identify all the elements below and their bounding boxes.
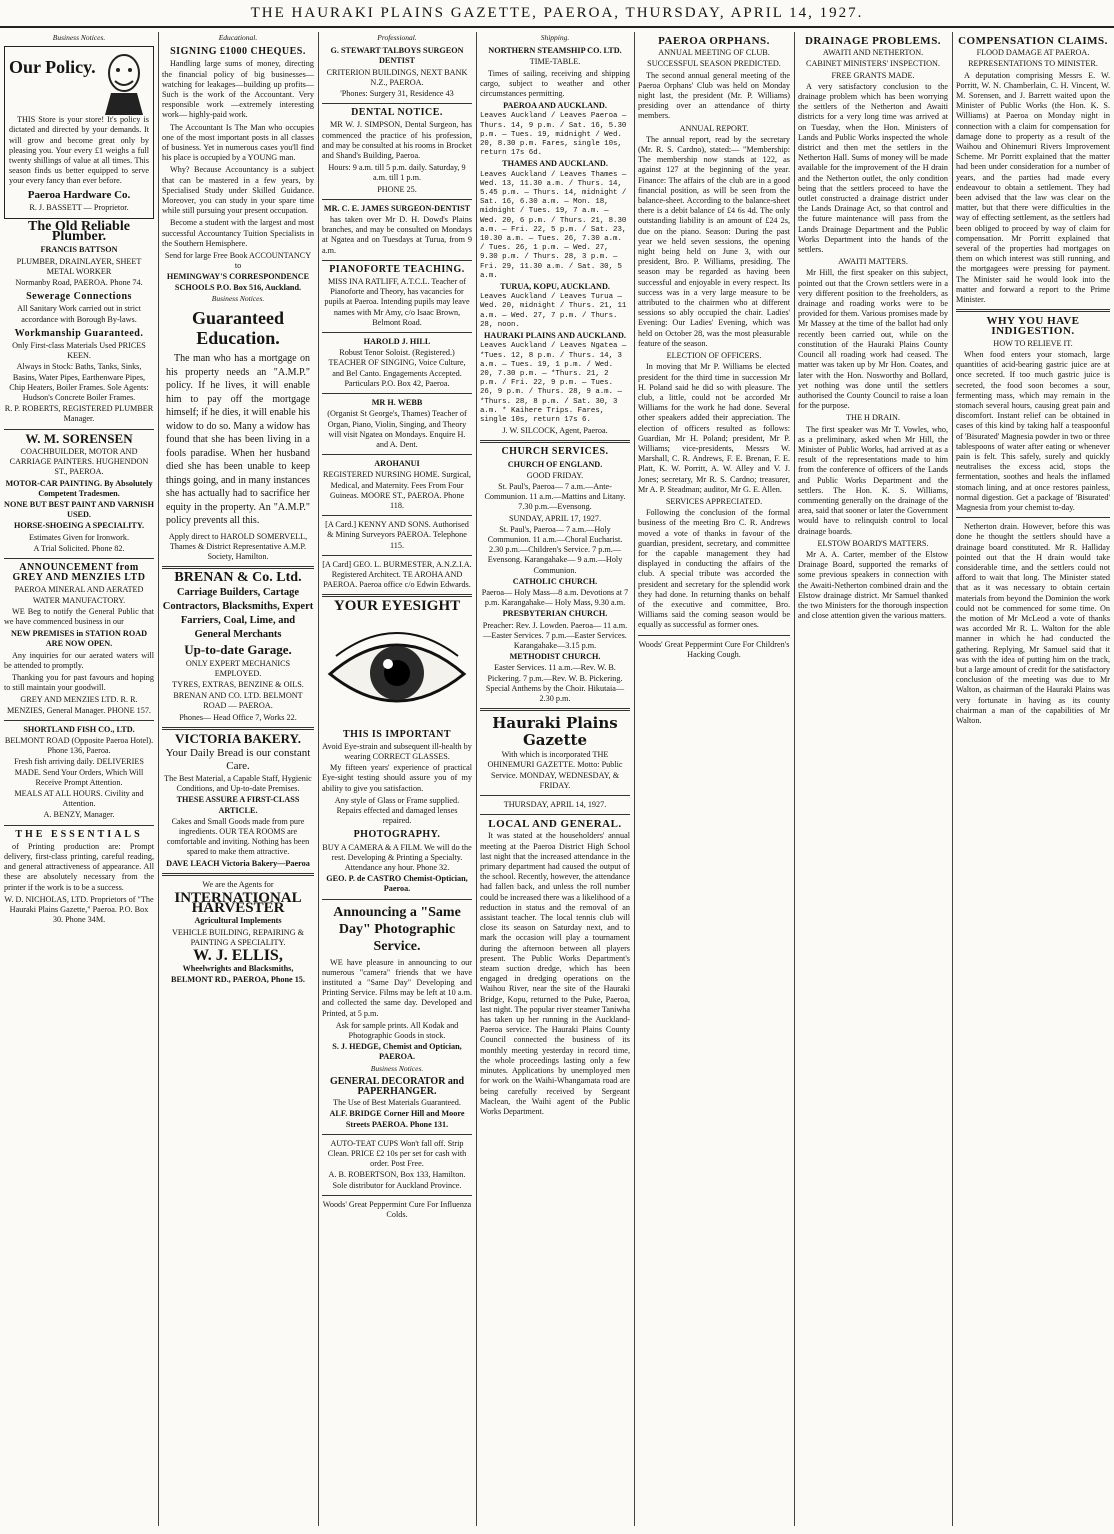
column-rule (952, 32, 953, 1526)
sewerage-heading: Sewerage Connections (26, 291, 132, 303)
election-heading: ELECTION OF OFFICERS. (666, 351, 762, 361)
hill-text: Robust Tenor Soloist. (Registered.) TEACHER OF SINGING, Voice Culture, and Bel Canto. Engagements Accepted. Particulars P.O. Box 42, Paeroa. (328, 348, 466, 388)
trial-text: A Trial Solicited. Phone 82. (33, 543, 125, 553)
dental-heading: DENTAL NOTICE. (351, 107, 443, 119)
hardware-name: Paeroa Hardware Co. (27, 188, 131, 201)
tyres-text: TYRES, EXTRAS, BENZINE & OILS. (172, 680, 304, 689)
best-material-text: The Best Material, a Capable Staff, Hygienic Conditions, and Up-to-date Premises. (164, 774, 312, 794)
ellis-heading: W. J. ELLIS, (193, 947, 283, 965)
policy-ad (4, 46, 154, 219)
decorator-heading: GENERAL DECORATOR and PAPERHANGER. (329, 1075, 465, 1098)
plumber-name: FRANCIS BATTSON (40, 245, 118, 255)
annual-report-heading: ANNUAL REPORT. (679, 123, 749, 133)
column-rule (318, 32, 319, 1526)
announcement-heading: ANNOUNCEMENT from GREY AND MENZIES LTD (12, 561, 146, 584)
hemingway-schools: HEMINGWAY'S CORRESPONDENCE SCHOOLS P.O. Box 516, Auckland. (166, 272, 310, 292)
silcock-agent: J. W. SILCOCK, Agent, Paeroa. (502, 426, 608, 436)
awaiti-netherton: AWAITI AND NETHERTON. (822, 48, 924, 58)
section-label: Shipping. (540, 33, 570, 42)
catholic-text: Paeroa— Holy Mass—8 a.m. Devotions at 7 p.m. Karangahake— Holy Mass, 9.30 a.m. (481, 587, 629, 608)
workmanship-heading: Workmanship Guaranteed. (14, 327, 144, 339)
arohanui-heading: AROHANUI (374, 459, 420, 469)
st-pauls-sunday: St. Paul's, Paeroa— 7 a.m.—Holy Communion. 11 a.m.—Choral Eucharist. 2.30 p.m.—Children's Service. 7 p.m.—Evensong. Karangahake— 9 a.m.—Holy Communion. (487, 524, 623, 575)
kenny-card: [A Card.] KENNY AND SONS. Authorised & Mining Surveyors PAEROA. Telephone 115. (325, 520, 469, 550)
experience-text: My fifteen years' experience of practical Eye-sight testing should assure you of my ability to give you satisfaction. (322, 763, 472, 793)
election-text: In moving that Mr P. Williams be elected president for the third time in succession Mr H. Poland said he did so with pleasure. The club, a little, could not be accorded Mr Williams for the work he had done. Several other speakers added their appreciation. The election of officers resulted as follows: Guardian, Mr H. Poland; president, Mr P. Williams; vice-presidents, Messrs W. Marshall, C. R. Andrews, F. E. Brenan, F. E. Platt, K. W. Porritt, A. W. Alley and V. J. Jones; secretary, Mr R. S. Cardno; treasurer, Mr A. P. Steadman; auditor, Mr G. E. Allen. (638, 362, 790, 494)
cheques-text: Handling large sums of money, directing the financial policy of big businesses—watching for leakages—building up profits— Such is the work of the Accountant. Very responsible work —extremely interesting work— highly-paid work. (162, 59, 314, 120)
gazette-subtitle: With which is incorporated THE OHINEMURI GAZETTE. Motto: Public Service. MONDAY, WEDNESDAY, & FRIDAY. (487, 750, 623, 790)
presbyterian-heading: PRESBYTERIAN CHURCH. (502, 609, 608, 619)
hedge-signature: S. J. HEDGE, Chemist and Optician, PAEROA. (332, 1042, 462, 1062)
apply-text: Apply direct to HAROLD SOMERVELL, Thames & District Representative A.M.P. Society, Hamilton. (168, 531, 308, 561)
compensation-heading: COMPENSATION CLAIMS. (958, 35, 1108, 47)
hill-heading: HAROLD J. HILL (363, 337, 431, 347)
brenan-heading: BRENAN & Co. Ltd. (174, 570, 302, 586)
column-rule (476, 32, 477, 1526)
timetable-note: Times of sailing, receiving and shipping cargo, subject to weather and other circumstances permitting. (480, 68, 630, 99)
services-text: Following the conclusion of the formal business of the meeting Bro C. R. Andrews moved a vote of thanks in favour of the guardian, president, secretary, and committee for the capable management they had displayed in conducting the affairs of the club. A special tribute was accorded the president and secretary for the splendid work they had done. In returning thanks on behalf of the executive and committee, Bro. Williams said the coming season would be equally as successful as former ones. (638, 508, 790, 630)
burmester-card: [A Card] GEO. L. BURMESTER, A.N.Z.I.A. Registered Architect. TE AROHA AND PAEROA. Paeroa office c/o Edwin Edwards. (322, 559, 472, 590)
successful-season: SUCCESSFUL SEASON PREDICTED. (647, 59, 781, 69)
notify-text: WE Beg to notify the General Public that we have commenced business in our (4, 606, 154, 626)
guaranteed-heading: Guaranteed Education. (192, 308, 284, 349)
column-2 (162, 32, 314, 1526)
ellis-trade: Wheelwrights and Blacksmiths, (182, 964, 294, 974)
plumber-address: Normanby Road, PAEROA. Phone 74. (15, 278, 143, 288)
column-6 (798, 32, 948, 1526)
amp-text: The man who has a mortgage on his property needs an "A.M.P." policy. If he lives, it will enable him to pay off the mortgage himself; if he dies, it will enable his widow to do so. Many a widow has found that she has been living in a fools paradise. When her husband died she has been unable to keep things going, and in many instances she has actually had to sacrifice her equity in the property. An "A.M.P." policy prevents all this. (166, 353, 310, 527)
fish-deliveries: Fresh fish arriving daily. DELIVERIES MADE. Send Your Orders, Which Will Receive Prompt Attention. (14, 757, 144, 787)
same-day-heading: Announcing a "Same Day" Photographic Service. (333, 904, 461, 954)
timetable-heading: TIME-TABLE. (529, 57, 581, 67)
piano-heading: PIANOFORTE TEACHING. (329, 263, 465, 275)
netherton-continued-text: Netherton drain. However, before this was done he thought the settlers should have a drainage board constituted. Mr R. Halliday pointed out that the H drain would take considerable time, and the settlers could not afford to wait that long. The Minister stated that as it was necessary to obtain certain materials from beyond the Dominion the work could not be commenced for some time. On the motion of Mr McLeod a vote of thanks was accorded Mr R. L. Walton for the able manner in which he had conducted the gathering. Replying, Mr Samuel said that it was with the idea of putting him on the track, but a large amount of credit for the satisfactory conclusion of the meeting was due to Mr Walton, as chairman of the Hauraki Plains was very fortunate in having as its county chairman a man of the capabilities of Mr Walton. (956, 522, 1110, 725)
grey-menzies-signature: GREY AND MENZIES LTD. R. R. MENZIES, General Manager. PHONE 157. (7, 695, 151, 715)
hours-text: Hours: 9 a.m. till 5 p.m. daily. Saturday, 9 a.m. till 1 p.m. (328, 163, 466, 183)
gazette-title: Hauraki Plains Gazette (492, 714, 618, 750)
column-1 (4, 32, 154, 1526)
brenan-address: BRENAN AND CO. LTD. BELMONT ROAD — PAEROA. (173, 691, 303, 711)
important-heading: THIS IS IMPORTANT (343, 728, 451, 740)
leach-signature: DAVE LEACH Victoria Bakery—Paeroa (166, 858, 310, 868)
hardware-proprietor: R. J. BASSETT — Proprietor. (29, 202, 129, 212)
section-label: Business Notices. (370, 1063, 424, 1073)
nicholas-proprietors: W. D. NICHOLAS, LTD. Proprietors of "The Hauraki Plains Gazette," Paeroa. P.O. Box 30. Phone 34M. (4, 894, 154, 925)
representations: REPRESENTATIONS TO MINISTER. (968, 59, 1098, 69)
fish-address: BELMONT ROAD (Opposite Paeroa Hotel). Phone 136, Paeroa. (4, 735, 154, 756)
bridge-signature: ALF. BRIDGE Corner Hill and Moore Streets PAEROA. Phone 131. (329, 1109, 465, 1129)
h-drain-text: The first speaker was Mr T. Vowles, who, as a preliminary, asked when Mr Hill, the Minister of Public Works, had arrived at as a result of the representations made to him from the conference of officers of the Lands and Public Works Department and the settlers. The Hon. K. S. Williams, commenting generally on the drainage of the area, said that sooner or later the Government would have to relinquish control to local drainage boards. (798, 424, 948, 536)
accountant-text: The Accountant Is The Man who occupies one of the most important posts in all classes of business. Yet in numerous cases you'll find his place is occupied by a YOUNG man. (162, 122, 314, 163)
sorensen-heading: W. M. SORENSEN (25, 430, 133, 446)
james-text: has taken over Mr D. H. Dowd's Plains branches, and may be consulted on Mondays at Ngatea and on Tuesdays at Turua, from 9 a.m. (322, 215, 472, 255)
drainage-heading: DRAINAGE PROBLEMS. (804, 35, 942, 47)
prices-text: Only First-class Materials Used PRICES KEEN. (12, 341, 146, 361)
same-day-text: WE have pleasure in announcing to our numerous "camera" friends that we have instituted a "Same Day" Developing and Printing Service. Films may be left at 10 a.m. and collected the same day. Developed and Printed, at 5 p.m. (322, 957, 472, 1018)
castro-signature: GEO. P. de CASTRO Chemist-Optician, Paeroa. (326, 874, 468, 894)
woods-ad: Woods' Great Peppermint Cure For Children's Hacking Cough. (638, 639, 790, 659)
indigestion-text: When food enters your stomach, large quantities of acid-bearing gastric juice are at once secreted. If too much gastric juice is secreted, the food soon becomes a sour, fermenting mass, which may remain in the stomach several hours, causing great pain and discomfort. Instant relief can be obtained in cases of this kind by taking half a teaspoonful of 'Bisurated' Magnesia powder in two or three tablespoons of water after eating or whenever pain is felt. This safely, surely and quickly neutralises the excess acid, stops the fermentation, soothes and heals the inflamed stomach lining, and at once restores painless, normal digestion. Get a package of 'Bisurated' Magnesia from your chemist to-day. (956, 349, 1110, 512)
agents-text: We are the Agents for (202, 879, 274, 889)
become-text: Become a student with the largest and most successful Accountancy Tuition Specialists in the Southern Hemisphere. (162, 218, 314, 248)
hauraki-schedule: Leaves Auckland / Leaves Ngatea — *Tues. 12, 8 p.m. / Thurs. 14, 3 a.m. — Tues. 19, 1 p.m. / Wed. 20, 7.30 p.m. — *Thurs. 21, 2 p.m. / Fri. 22, 9 p.m. — Tues. 26, 9 p.m. / Thurs. 28, 9 a.m. — *Thurs. 28, 8 p.m. / Sat. 30, 3 a.m. * Kaihere Trips. Fares, single 10s, return 17s 6. (480, 342, 627, 424)
cabinet-inspection: CABINET MINISTERS' INSPECTION. (806, 59, 940, 69)
orphans-text: The second annual general meeting of the Paeroa Orphans' Club was held on Monday night last, the president (Mr. P. Williams) presiding over an attendance of thirty members. (638, 70, 790, 121)
column-rule (634, 32, 635, 1526)
column-4 (480, 32, 630, 1526)
presbyterian-text: Preacher: Rev. J. Lowden. Paeroa— 11 a.m.—Easter Services. 7 p.m.—Easter Services. Karangahake—3.15 p.m. (482, 620, 628, 650)
column-5 (638, 32, 790, 1526)
sewerage-text: All Sanitary Work carried out in strict accordance with Borough By-laws. (17, 304, 141, 324)
column-rule (794, 32, 795, 1526)
h-drain-heading: THE H DRAIN. (846, 413, 900, 423)
eye-illustration (322, 616, 472, 726)
methodist-heading: METHODIST CHURCH. (509, 652, 601, 662)
nursing-text: REGISTERED NURSING HOME. Surgical, Medical, and Maternity. Fees From Four Guineas. MOORE ST., PAEROA. Phone 118. (323, 470, 471, 510)
turua-heading: TURUA, KOPU, AUCKLAND. (500, 282, 610, 292)
good-friday: GOOD FRIDAY. (526, 470, 584, 480)
vehicle-text: VEHICLE BUILDING, REPAIRING & PAINTING A SPECIALITY. (171, 927, 305, 947)
new-premises: NEW PREMISES in STATION ROAD ARE NOW OPEN. (10, 629, 148, 649)
avoid-text: Avoid Eye-strain and subsequent ill-health by wearing CORRECT GLASSES. (322, 741, 472, 761)
woods-ad: Woods' Great Peppermint Cure For Influenza Colds. (322, 1199, 472, 1220)
robertson-text: A. B. ROBERTSON, Box 133, Hamilton. Sole distributor for Auckland Province. (328, 1170, 466, 1190)
paint-varnish: NONE BUT BEST PAINT AND VARNISH USED. (4, 499, 154, 520)
cheques-heading: SIGNING £1000 CHEQUES. (170, 46, 306, 58)
orphans-subheading: ANNUAL MEETING OF CLUB. (658, 48, 770, 58)
ellis-address: BELMONT RD., PAEROA, Phone 15. (171, 975, 305, 985)
orphans-heading: PAEROA ORPHANS. (658, 35, 770, 47)
materials-text: The Use of Best Materials Guaranteed. (333, 1098, 461, 1108)
eyesight-heading: YOUR EYESIGHT (333, 598, 461, 615)
section-label: Professional. (377, 33, 417, 42)
bakery-heading: VICTORIA BAKERY. (175, 730, 301, 746)
plumber-heading: The Old Reliable Plumber. (28, 219, 130, 245)
brenan-phones: Phones— Head Office 7, Works 22. (179, 712, 297, 722)
northern-heading: NORTHERN STEAMSHIP CO. LTD. (488, 46, 622, 56)
fish-company: SHORTLAND FISH CO., LTD. (23, 724, 135, 734)
paeroa-auckland-schedule: Leaves Auckland / Leaves Paeroa — Thurs. 14, 9 p.m. / Sat. 16, 5.30 p.m. — Tues. 19, midnight / Wed. 20, 8.30 p.m. Fares, single 10s, return 17s 6d. (480, 112, 627, 158)
drainage-text: A very satisfactory conclusion to the drainage problem which has been worrying the settlers of the Netherton and Awaiti districts for a very long time was arrived at on Tuesday, when the Hon. Ministers of Lands and Public Works inspected the whole district and then met the settlers in the Netherton Hall. Sums of money will be made available for the improvement of the H drain and the Netherton outlet, the only condition being that the settlers proceed to have the outlet constructed a drainage district under the Lands Drainage Act, so that control and the future maintenance will pass from the Lands Drainage Department and the Public Works Department into the hands of the settlers. (798, 81, 948, 255)
send-text: Send for large Free Book ACCOUNTANCY to (164, 251, 312, 271)
webb-heading: MR H. WEBB (371, 398, 423, 408)
st-pauls-friday: St. Paul's, Paeroa— 7 a.m.—Ante-Communion. 11 a.m.—Mattins and Litany. 7.30 p.m.—Evensong. (484, 481, 626, 512)
free-grants: FREE GRANTS MADE. (831, 70, 915, 80)
camera-text: BUY A CAMERA & A FILM. We will do the rest. Developing & Printing a Specialty. Attendance any hour. Phone 32. (322, 842, 472, 872)
estimates-text: Estimates Given for Ironwork. (28, 532, 130, 542)
bread-text: Your Daily Bread is our constant Care. (165, 747, 311, 773)
mineral-water: PAEROA MINERAL AND AERATED WATER MANUFACTORY. (14, 585, 144, 605)
auto-teat-ad: AUTO-TEAT CUPS Won't fall off. Strip Clean. PRICE £2 10s per set for cash with order. Post Free. (327, 1138, 467, 1169)
roberts-manager: R. P. ROBERTS, REGISTERED PLUMBER Manager. (4, 404, 154, 424)
column-3 (322, 32, 472, 1526)
cakes-text: Cakes and Small Goods made from pure ingredients. OUR TEA ROOMS are comfortable and inviting. Nothing has been spared to make them attractive. (166, 816, 310, 857)
sorensen-trade: COACHBUILDER, MOTOR AND CARRIAGE PAINTERS. HUGHENDON ST., PAEROA. (9, 446, 149, 477)
indigestion-heading: WHY YOU HAVE INDIGESTION. (986, 315, 1080, 338)
webb-text: (Organist St George's, Thames) Teacher of Organ, Piano, Violin, Singing, and Theory will visit Ngatea on Mondays. Enquire H. and A. Dent. (327, 409, 467, 449)
essentials-text: of Printing production are: Prompt delivery, first-class printing, careful reading, and general attractiveness of appearance. All these are absolutely necessary from the printer if the work is to be a success. (4, 841, 154, 892)
benzy-manager: A. BENZY, Manager. (43, 810, 115, 820)
kodak-text: Ask for sample prints. All Kodak and Photographic Goods in stock. (335, 1020, 459, 1041)
portrait-illustration (99, 51, 149, 115)
talboys-heading: G. STEWART TALBOYS SURGEON DENTIST (330, 46, 464, 66)
mechanics-text: ONLY EXPERT MECHANICS EMPLOYED. (185, 658, 291, 678)
motorcar-painting: MOTOR-CAR PAINTING. By Absolutely Competent Tradesmen. (5, 478, 153, 498)
section-label: Business Notices. (52, 33, 106, 42)
talboys-phones: 'Phones: Surgery 31, Residence 43 (340, 89, 454, 99)
local-general-text: It was stated at the householders' annual meeting at the Paeroa District High School last night that the increased attendance in the primary department had caused the output of the school. Recently, however, the attendance had fallen back, and unless the roll number could be increased there was a likelihood of a reduction in status and the removal of an assistant teacher. The local tennis club will close its season on Saturday next, and to mark the occasion will play a tournament during the afternoon between all players present. The Public Works Department's steam suction dredge, which has been engaged in dredging operations on the Waihou River, near the site of the Hauraki Bridge, Kopu, returned to the Puke, Paeroa, last night. The popular river steamer Taniwha has taken up her running in the Auckland-Paeroa service. The Hauraki Plains County Council connected the business of its monthly meeting yesterday in record time, the whole proceedings lasting only a few minutes. Applications by unemployed men for work on the Waihi-Whangamata road are being carefully received by Sergeant Maclean, the Waihi agent of the Public Works Department. (480, 831, 630, 1116)
harvester-heading: INTERNATIONAL HARVESTER (174, 890, 302, 917)
paeroa-auckland-heading: PAEROA AND AUCKLAND. (503, 101, 607, 111)
issue-date: THURSDAY, APRIL 14, 1927. (503, 800, 607, 810)
awaiti-matters-heading: AWAITI MATTERS. (838, 257, 908, 267)
thames-auckland-heading: THAMES AND AUCKLAND. (502, 159, 608, 169)
column-7 (956, 32, 1110, 1526)
turua-schedule: Leaves Auckland / Leaves Turua — Wed. 20, midnight / Thurs. 21, 11 a.m. — Wed. 27, 7 p.m. / Thurs. 28, noon. (480, 293, 627, 329)
policy-title: Our Policy. (9, 57, 96, 78)
glass-text: Any style of Glass or Frame supplied. Repairs effected and damaged lenses repaired. (334, 795, 460, 826)
sunday-date: SUNDAY, APRIL 17, 1927. (508, 513, 602, 523)
brenan-services: Carriage Builders, Cartage Contractors, Blacksmiths, Expert Farriers, Coal, Lime, and General Merchants (162, 587, 314, 641)
local-general-heading: LOCAL AND GENERAL. (488, 818, 622, 831)
enquiries-text: Any inquiries for our aerated waters will be attended to promptly. (4, 650, 154, 670)
section-label: Business Notices. (211, 293, 265, 303)
masthead: THE HAURAKI PLAINS GAZETTE, PAEROA, THURSDAY, APRIL 14, 1927. (0, 0, 1114, 28)
elstow-heading: ELSTOW BOARD'S MATTERS. (817, 538, 929, 548)
services-heading: SERVICES APPRECIATED. (665, 496, 763, 506)
simpson-text: MR W. J. SIMPSON, Dental Surgeon, has commenced the practice of his profession, and may be consulted at his rooms in Brocket and Shand's Building, Paeroa. (322, 120, 472, 161)
implements-text: Agricultural Implements (194, 916, 282, 926)
horse-shoeing: HORSE-SHOEING A SPECIALITY. (13, 521, 145, 531)
thanking-text: Thanking you for past favours and hoping to still maintain your goodwill. (4, 672, 154, 693)
why-text: Why? Because Accountancy is a subject that can be mastered in a few years, by Specialised Study under Skilled Guidance. Moreover, you can study in your spare time while still pursuing your present occupation. (162, 165, 314, 216)
hauraki-heading: HAURAKI PLAINS AND AUCKLAND. (484, 331, 626, 341)
annual-report-text: The annual report, read by the secretary (Mr. R. S. Cardno), stated:— "Membership: The membership now stands at 122, as against 127 at the beginning of the year. Finance: The affairs of the club are in a good financial position, as will be seen from the balance-sheet. According to the balance-sheet there is a debit balance of £4 6s 4d. The only outstanding liability is an amount of £24 2s, due on the piano. Season: During the past year we held seven sessions, the opening night being held on June 3, with our president, Bro. P. Williams, presiding. The season may be regarded as having been successful and enjoyable in every respect. Its success was in a very large measure to be attributed to the chairmen who at different sessions so ably occupied the chair. Ladies' Evening: Our Ladies' Evening, which was held on October 28, was the most pleasurable feature of the season. (638, 134, 790, 348)
relieve-heading: HOW TO RELIEVE IT. (993, 338, 1073, 348)
phone-25: PHONE 25. (377, 184, 417, 194)
criterion-address: CRITERION BUILDINGS, NEXT BANK N.Z., PAEROA. (326, 67, 468, 87)
elstow-text: Mr A. A. Carter, member of the Elstow Drainage Board, supported the remarks of some previous speakers in connection with the Awaiti-Netherton combined drain and the Elstow drainage district. Mr Samuel thanked the two Ministers for the thorough inspection and close attention given the various matters. (798, 549, 948, 621)
stock-text: Always in Stock: Baths, Tanks, Sinks, Basins, Water Pipes, Earthenware Pipes, Chip Heaters, Boiler Frames. Sole Agents: Hudson's Concrete Boiler Frames. (9, 362, 149, 403)
catholic-heading: CATHOLIC CHURCH. (512, 576, 598, 586)
policy-text: THIS Store is your store! It's policy is dictated and directed by your demands. It will grow and become great only by pleasing you. Your every £1 weighs a full twenty shillings of value at all times. This season finds us better equipped to serve your every fancy than ever before. (9, 115, 149, 186)
compensation-text: A deputation comprising Messrs E. W. Porritt, W. N. Chamberlain, C. H. Vincent, W. M. Sorensen, and J. Barrett waited upon the Minister of Public Works (the Hon. K. S. Williams) at Paeroa on Monday night in connection with a claim for compensation for damage done to property as a result of the Waihou and Ohinemuri Rivers Improvement Scheme. Mr Porritt explained that the matter had been under consideration for a number of years, and the parties had made every endeavour to obtain a settlement. They had been advised that the law was clear on the matter, but that there were difficulties in the way of effecting settlement, as the settlers had been obliged to proceed by way of claim for compensation. Mr Porritt explained that several of the properties had mortgages on them on which interest was still running, and the mortgagees were pressing for payment. The Minister said he would look into the matter and forward a report to the Prime Minister. (956, 70, 1110, 305)
photography-heading: PHOTOGRAPHY. (353, 829, 441, 841)
methodist-text: Easter Services. 11 a.m.—Rev. W. B. Pickering. 7 p.m.—Rev. W. B. Pickering. Special Anthems by the Choir. Hikutaia—2.30 p.m. (485, 663, 625, 703)
meals-text: MEALS AT ALL HOURS. Civility and Attention. (14, 788, 144, 809)
column-rule (158, 32, 159, 1526)
plumber-trade: PLUMBER, DRAINLAYER, SHEET METAL WORKER (16, 256, 142, 276)
essentials-heading: THE ESSENTIALS (15, 828, 143, 840)
flood-damage: FLOOD DAMAGE AT PAEROA. (976, 48, 1090, 58)
awaiti-matters-text: Mr Hill, the first speaker on this subject, pointed out that the Crown settlers were in a very different position to the freeholders, as drainage and roading works were to be provided for them. Various promises made by Mr Massey at the time of the ballot had only recently been carried out, while on the constitution of the Hauraki Plains County Council all roading work had ceased. The matter was taken up by Mr Hon. Coates, and later with the Hon. Nosworthy and Bollard, yet nothing was done until the settlers authorised the County Council to raise a loan for the purpose. (798, 268, 948, 411)
church-heading: CHURCH SERVICES. (501, 446, 609, 458)
cofe-heading: CHURCH OF ENGLAND. (507, 459, 603, 469)
thames-auckland-schedule: Leaves Auckland / Leaves Thames — Wed. 13, 11.30 a.m. / Thurs. 14, 5.45 p.m. — Thurs. 14, midnight / Sat. 16, 6.30 a.m. — Mon. 18, midnight / Tues. 19, 7 a.m. — Wed. 20, 6 p.m. / Thurs. 21, 8.30 a.m. — Fri. 22, 5 p.m. / Sat. 23, 10.30 a.m. — Tues. 26, 7.30 a.m. / Tues. 26, 1 p.m. — Wed. 27, 9.30 p.m. / Thurs. 28, 3 p.m. — Fri. 29, 11.30 a.m. / Sat. 30, 5 a.m. (480, 170, 627, 280)
section-label: Educational. (218, 33, 258, 42)
james-heading: MR. C. E. JAMES SURGEON-DENTIST (323, 203, 471, 213)
ratliff-text: MISS INA RATLIFF, A.T.C.L. Teacher of Pianoforte and Theory, has vacancies for pupils at Paeroa. Intending pupils may leave names with Mr Amy, c/o Isaac Brown, Belmont Road. (324, 277, 470, 327)
first-class-text: THESE ASSURE A FIRST-CLASS ARTICLE. (176, 795, 300, 815)
garage-heading: Up-to-date Garage. (184, 642, 292, 658)
